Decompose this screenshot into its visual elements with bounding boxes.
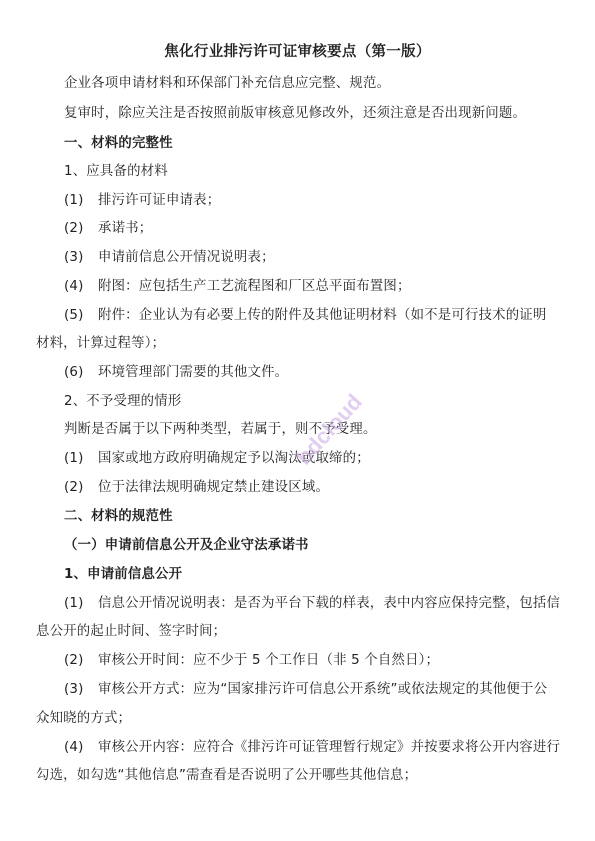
item-number: (1) <box>64 451 84 466</box>
item-number: (3) <box>64 250 84 265</box>
list-item <box>64 304 547 323</box>
item-number: (4) <box>64 740 84 755</box>
item-text: 承诺书； <box>98 221 153 236</box>
item-number: (2) <box>64 480 84 495</box>
item-text: 附件：企业认为有必要上传的附件及其他证明材料（如不是可行技术的证明 <box>98 308 547 323</box>
intro-line-1: 企业各项申请材料和环保部门补充信息应完整、规范。 <box>64 76 391 91</box>
list-item <box>64 246 275 265</box>
item-text: 信息公开情况说明表：是否为平台下载的样表，表中内容应保持完整，包括信 <box>98 596 561 611</box>
list-item <box>64 275 411 294</box>
list-item-continuation: 众知晓的方式； <box>36 711 132 726</box>
list-item <box>64 678 547 697</box>
item-number: (1) <box>64 193 84 208</box>
item-text: 国家或地方政府明确规定予以淘汰或取缔的； <box>98 451 370 466</box>
list-item-continuation: 材料，计算过程等）； <box>36 336 166 351</box>
item-text: 审核公开内容：应符合《排污许可证管理暂行规定》并按要求将公开内容进行 <box>98 740 561 755</box>
item-text: 申请前信息公开情况说明表； <box>98 250 275 265</box>
item-number: (1) <box>64 596 84 611</box>
section2-subheading: （一）申请前信息公开及企业守法承诺书 <box>64 538 309 553</box>
item-number: (3) <box>64 682 84 697</box>
list-item <box>64 447 370 466</box>
list-item <box>64 592 560 611</box>
section1-sub2-intro: 判断是否属于以下两种类型，若属于，则不予受理。 <box>64 422 377 437</box>
section1-sub2: 2、不予受理的情形 <box>64 394 182 409</box>
document-title: 焦化行业排污许可证审核要点（第一版） <box>164 44 431 60</box>
list-item <box>64 649 439 668</box>
list-item <box>64 736 560 755</box>
list-item <box>64 476 329 495</box>
list-item <box>64 361 288 380</box>
item-text: 审核公开时间：应不少于 5 个工作日（非 5 个自然日）； <box>98 653 440 668</box>
item-number: (2) <box>64 221 84 236</box>
item-number: (4) <box>64 279 84 294</box>
item-text: 审核公开方式：应为“国家排污许可信息公开系统”或依法规定的其他便于公 <box>98 682 548 697</box>
list-item <box>64 189 220 208</box>
section1-heading: 一、材料的完整性 <box>64 136 173 151</box>
item-text: 位于法律法规明确规定禁止建设区域。 <box>98 480 330 495</box>
list-item-continuation: 勾选，如勾选“其他信息”需查看是否说明了公开哪些其他信息； <box>36 768 418 783</box>
item-number: (5) <box>64 308 84 323</box>
section2-heading: 二、材料的规范性 <box>64 509 173 524</box>
section2-sub1: 1、申请前信息公开 <box>64 567 183 582</box>
intro-line-2: 复审时，除应关注是否按照前版审核意见修改外，还须注意是否出现新问题。 <box>64 106 527 121</box>
list-item <box>64 217 152 236</box>
item-number: (6) <box>64 365 84 380</box>
item-text: 附图：应包括生产工艺流程图和厂区总平面布置图； <box>98 279 411 294</box>
item-number: (2) <box>64 653 84 668</box>
watermark-text: bdcloud <box>291 389 367 470</box>
item-text: 排污许可证申请表； <box>98 193 221 208</box>
list-item-continuation: 息公开的起止时间、签字时间； <box>36 624 227 639</box>
item-text: 环境管理部门需要的其他文件。 <box>98 365 289 380</box>
section1-sub1: 1、应具备的材料 <box>64 164 168 179</box>
